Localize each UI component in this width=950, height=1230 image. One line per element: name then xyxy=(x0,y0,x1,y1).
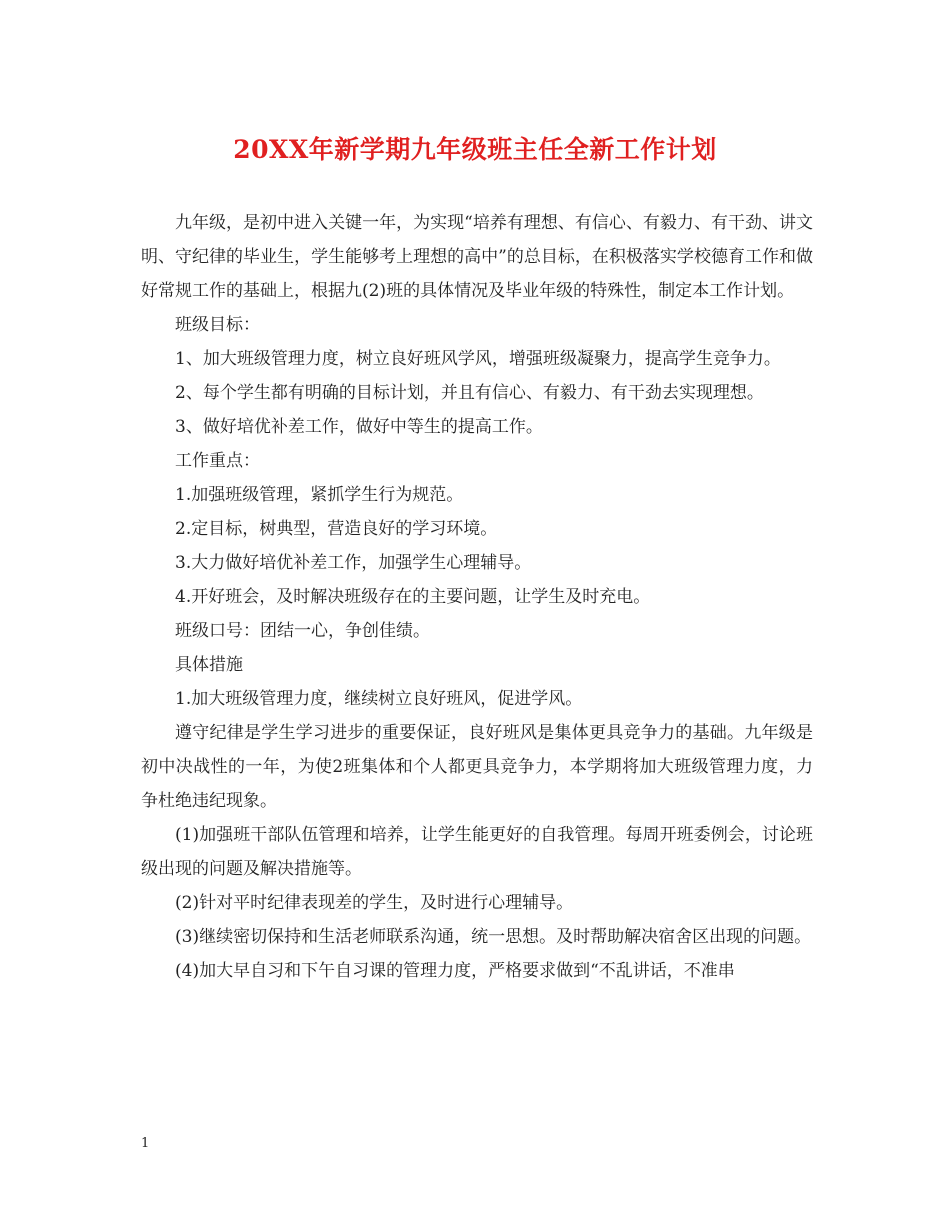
paragraph-sub-4: (4)加大早自习和下午自习课的管理力度，严格要求做到“不乱讲话，不准串 xyxy=(175,961,735,981)
paragraph-focus-2: 2.定目标，树典型，营造良好的学习环境。 xyxy=(175,519,498,539)
heading-work-focus: 工作重点： xyxy=(175,451,260,471)
paragraph-class-slogan: 班级口号：团结一心，争创佳绩。 xyxy=(175,621,430,641)
paragraph-focus-3: 3.大力做好培优补差工作，加强学生心理辅导。 xyxy=(175,553,532,573)
paragraph-sub-1: (1)加强班干部队伍管理和培养，让学生能更好的自我管理。每周开班委例会，讨论班级出现的问题及解决措施等。 xyxy=(141,825,813,879)
paragraph-discipline: 遵守纪律是学生学习进步的重要保证，良好班风是集体更具竞争力的基础。九年级是初中决战性的一年，为使2班集体和个人都更具竞争力，本学期将加大班级管理力度，力争杜绝违纪现象。 xyxy=(141,723,813,811)
document-title: 20XX年新学期九年级班主任全新工作计划 xyxy=(233,135,717,164)
paragraph-goal-1: 1、加大班级管理力度，树立良好班风学风，增强班级凝聚力，提高学生竞争力。 xyxy=(175,349,781,369)
document-body xyxy=(141,206,813,988)
paragraph-sub-3: (3)继续密切保持和生活老师联系沟通，统一思想。及时帮助解决宿舍区出现的问题。 xyxy=(175,927,812,947)
paragraph-goal-2: 2、每个学生都有明确的目标计划，并且有信心、有毅力、有干劲去实现理想。 xyxy=(175,383,764,403)
page-number: 1 xyxy=(141,1136,150,1151)
heading-class-goals: 班级目标： xyxy=(175,315,260,335)
paragraph-sub-2: (2)针对平时纪律表现差的学生，及时进行心理辅导。 xyxy=(175,893,574,913)
paragraph-goal-3: 3、做好培优补差工作，做好中等生的提高工作。 xyxy=(175,417,543,437)
paragraph-focus-1: 1.加强班级管理，紧抓学生行为规范。 xyxy=(175,485,464,505)
paragraph-measure-1: 1.加大班级管理力度，继续树立良好班风，促进学风。 xyxy=(175,689,583,709)
paragraph-intro: 九年级，是初中进入关键一年，为实现“培养有理想、有信心、有毅力、有干劲、讲文明、守纪律的毕业生，学生能够考上理想的高中”的总目标，在积极落实学校德育工作和做好常规工作的基础上，根据九(2)班的具体情况及毕业年级的特殊性，制定本工作计划。 xyxy=(141,213,813,301)
heading-measures: 具体措施 xyxy=(175,655,243,675)
paragraph-focus-4: 4.开好班会，及时解决班级存在的主要问题，让学生及时充电。 xyxy=(175,587,651,607)
